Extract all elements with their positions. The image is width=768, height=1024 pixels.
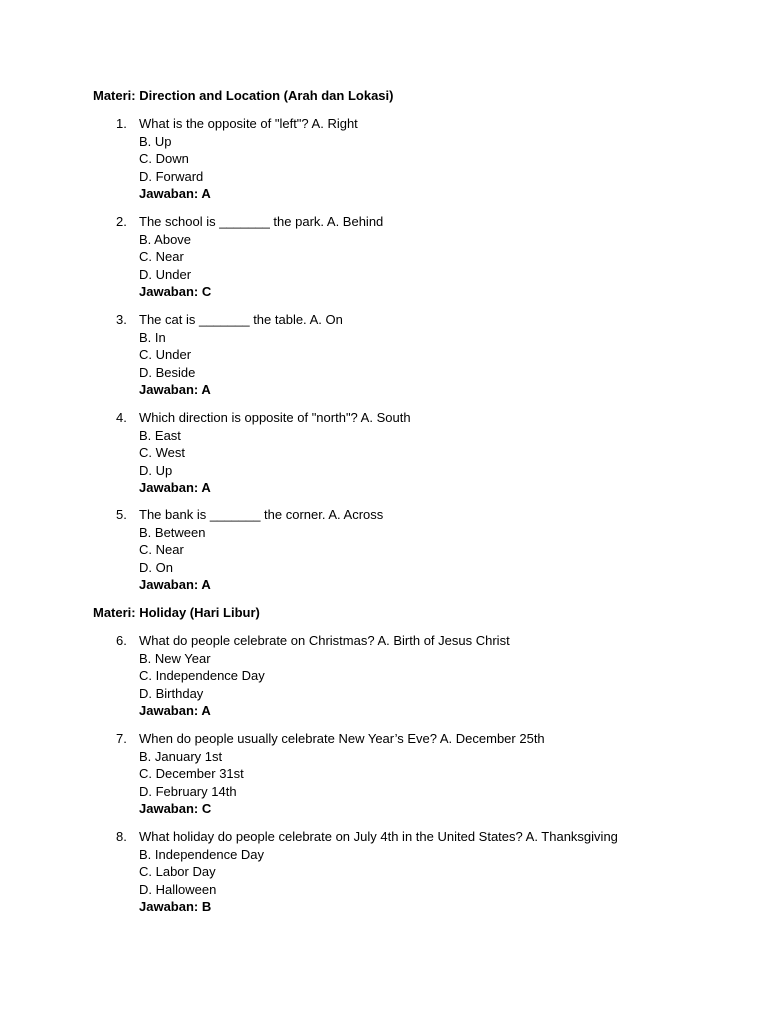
option-d: D. Under <box>139 266 192 282</box>
option-b: B. Above <box>139 231 192 247</box>
question-body <box>139 213 383 301</box>
question-number: 3. <box>116 312 127 327</box>
option-c: C. Labor Day <box>139 864 216 879</box>
answer-key: Jawaban: C <box>139 801 212 816</box>
option-d: D. Birthday <box>139 685 204 701</box>
option-b: B. In <box>139 329 166 345</box>
question-body <box>139 115 358 203</box>
option-c: C. Independence Day <box>139 668 265 683</box>
option-b: B. Up <box>139 133 172 149</box>
question-text: What holiday do people celebrate on July 4th in the United States? A. Thanksgiving <box>139 829 618 844</box>
option-d: D. Beside <box>139 364 196 380</box>
answer-key: Jawaban: A <box>139 382 211 397</box>
question-text: The school is _______ the park. A. Behind <box>139 214 384 229</box>
question-number: 8. <box>116 829 127 844</box>
option-c: C. Under <box>139 347 192 362</box>
option-b: B. New Year <box>139 650 211 666</box>
question-body <box>139 632 510 720</box>
option-c: C. Down <box>139 151 189 166</box>
answer-key: Jawaban: A <box>139 577 211 592</box>
option-d: D. Up <box>139 462 173 478</box>
question-body <box>139 311 343 399</box>
option-d: D. On <box>139 559 173 575</box>
answer-key: Jawaban: A <box>139 703 211 718</box>
question-text: What is the opposite of "left"? A. Right <box>139 116 358 131</box>
question-number: 2. <box>116 214 127 229</box>
section-title-holiday: Materi: Holiday (Hari Libur) <box>93 605 260 620</box>
option-d: D. Forward <box>139 168 204 184</box>
answer-key: Jawaban: B <box>139 899 212 914</box>
question-text: When do people usually celebrate New Year’s Eve? A. December 25th <box>139 731 545 746</box>
option-b: B. East <box>139 427 181 443</box>
question-text: Which direction is opposite of "north"? A. South <box>139 410 411 425</box>
option-c: C. West <box>139 445 185 460</box>
option-d: D. Halloween <box>139 881 217 897</box>
option-c: C. December 31st <box>139 766 244 781</box>
option-c: C. Near <box>139 542 184 557</box>
question-body <box>139 828 618 916</box>
question-number: 6. <box>116 633 127 648</box>
question-number: 4. <box>116 410 127 425</box>
option-b: B. Independence Day <box>139 846 265 862</box>
question-number: 1. <box>116 116 127 131</box>
answer-key: Jawaban: C <box>139 284 212 299</box>
question-text: What do people celebrate on Christmas? A. Birth of Jesus Christ <box>139 633 510 648</box>
question-body <box>139 506 383 594</box>
answer-key: Jawaban: A <box>139 186 211 201</box>
option-c: C. Near <box>139 249 184 264</box>
question-number: 7. <box>116 731 127 746</box>
question-number: 5. <box>116 507 127 522</box>
option-b: B. Between <box>139 524 206 540</box>
question-body <box>139 409 411 497</box>
question-body <box>139 730 545 818</box>
option-b: B. January 1st <box>139 748 223 764</box>
question-text: The cat is _______ the table. A. On <box>139 312 343 327</box>
question-text: The bank is _______ the corner. A. Across <box>139 507 384 522</box>
option-d: D. February 14th <box>139 783 237 799</box>
answer-key: Jawaban: A <box>139 480 211 495</box>
section-title-direction: Materi: Direction and Location (Arah dan Lokasi) <box>93 88 394 103</box>
